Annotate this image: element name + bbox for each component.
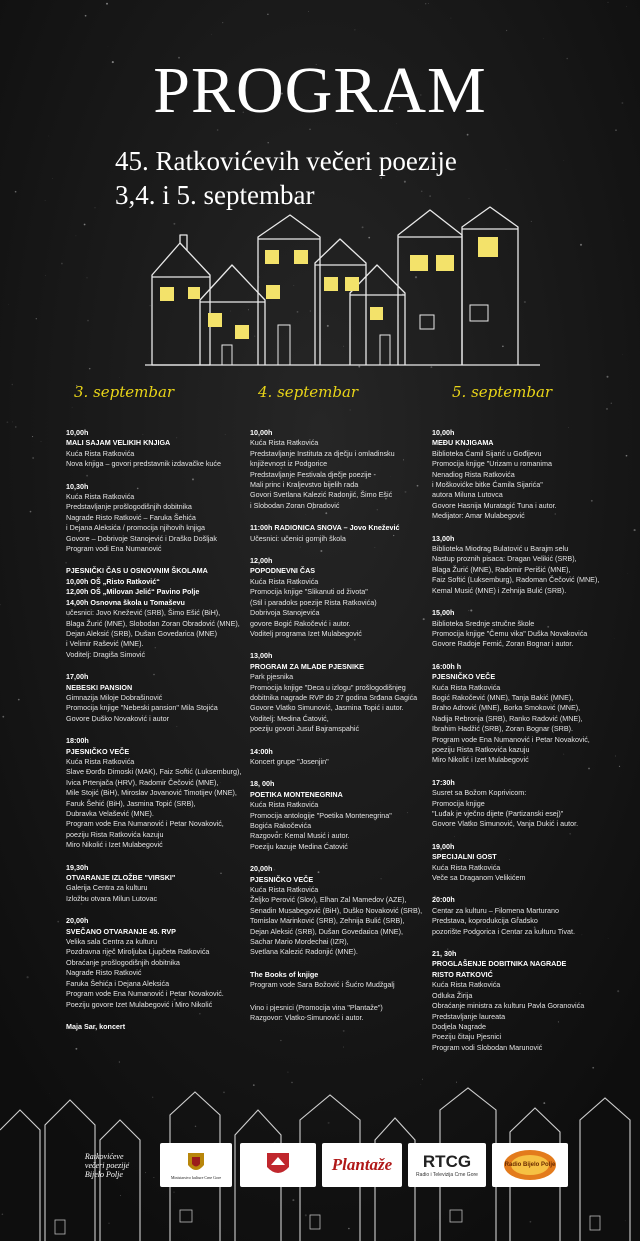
event-block xyxy=(250,651,430,734)
festival-dates: 3,4. i 5. septembar xyxy=(115,180,315,210)
event-detail: Govore Radoje Femić, Zoran Bognar i autor. xyxy=(432,639,574,649)
event-detail: Slave Đorđo Dimoski (MAK), Faiz Softić (Luksemburg), xyxy=(66,767,242,777)
event-detail: Dubravka Velašević (MNE). xyxy=(66,809,154,818)
event-detail: Nagrade Risto Ratković xyxy=(66,968,142,978)
event-block xyxy=(432,778,617,830)
event-block xyxy=(432,534,617,596)
event-detail: Biblioteka Ćamil Sijarić u Gođijevu xyxy=(432,448,542,458)
event-detail: Promocija knjige "Slikanuti od života" xyxy=(250,587,368,597)
event-detail: Biblioteka Srednje stručne škole xyxy=(432,618,535,628)
municipality-logo xyxy=(240,1143,316,1187)
plantaze-logo-text: Plantaže xyxy=(331,1155,393,1174)
event-detail: Govore Vlatko Simunović, Vanja Dukić i autor. xyxy=(432,819,579,829)
event-detail: Kuća Rista Ratkovića xyxy=(66,756,135,766)
event-detail: Promocija antologije "Poetika Montenegrina" xyxy=(250,810,392,820)
event-detail: Nagrade Risto Ratković – Faruka Šehića xyxy=(66,512,196,522)
event-detail: poeziju Rista Ratkovića kazuju xyxy=(66,829,164,839)
event-heading: 17:30h xyxy=(432,777,455,787)
event-heading: 21, 30h xyxy=(432,949,457,959)
event-detail: Promocija knjige xyxy=(432,798,485,808)
event-detail: Gimnazija Miloje Dobrašinović xyxy=(66,692,163,702)
event-detail: Kuća Rista Ratkovića xyxy=(432,980,501,990)
event-detail: Nadija Rebronja (SRB), Ranko Radović (MNE), xyxy=(432,713,583,723)
event-detail: učesnici: Jovo Knežević (SRB), Šimo Ešić (BiH), xyxy=(66,608,221,618)
event-detail: Program vode Ena Numanović i Petar Novaković, xyxy=(66,819,224,829)
event-heading: 10,00h xyxy=(250,428,273,437)
event-heading: 10,30h xyxy=(66,481,89,491)
event-detail: Razgovor: Vlatko Simunović i autor. xyxy=(250,1013,364,1023)
event-block xyxy=(66,863,246,905)
event-detail: Promocija knjige "Čemu vika" Duška Novakovića xyxy=(432,628,588,638)
rtcg-logo xyxy=(408,1143,486,1187)
event-heading: PROGLAŠENJE DOBITNIKA NAGRADE xyxy=(432,959,567,969)
event-detail: Dodjela Nagrade xyxy=(432,1021,486,1031)
event-heading: 16:00h h xyxy=(432,661,462,671)
event-heading: 15,00h xyxy=(432,608,455,618)
event-detail: Izložbu otvara Milun Lutovac xyxy=(66,893,158,903)
event-detail: književnost iz Podgorice xyxy=(250,459,328,469)
event-detail: Predstavljanje Instituta za dječju i omladinsku xyxy=(250,448,395,458)
event-detail: Nova knjiga – govori predstavnik izdavačke kuće xyxy=(66,459,222,469)
event-heading: PJESNIČKI ČAS U OSNOVNIM ŠKOLAMA xyxy=(66,566,208,576)
festival-name: 45. Ratkovićevih večeri poezije xyxy=(115,146,457,176)
event-detail: Koncert grupe "Josenjin" xyxy=(250,756,329,766)
event-heading: 10,00h xyxy=(432,428,455,437)
page-title: PROGRAM xyxy=(153,54,487,127)
event-detail: (Stil i paradoks poezije Rista Ratkovića) xyxy=(250,597,377,607)
event-detail: Centar za kulturu – Filomena Marturano xyxy=(432,905,560,915)
coat-of-arms-icon xyxy=(185,1151,207,1175)
day-heading-2: 4. septembar xyxy=(258,383,359,401)
event-heading: 20:00h xyxy=(432,895,455,905)
festival-logo-text-3: Bijelo Polje xyxy=(84,1169,123,1179)
event-heading: PJESNIČKO VEČE xyxy=(250,874,314,884)
event-detail: Dejan Aleksić (SRB), Dušan Govedarica (MNE) xyxy=(66,628,217,638)
event-detail: Braho Adrović (MNE), Borka Smoković (MNE), xyxy=(432,703,581,713)
event-detail: Poeziju kazuje Medina Ćatović xyxy=(250,841,348,851)
event-detail: Pozdravna riječ Miroljuba Ljupčeta Ratkovića xyxy=(66,947,210,957)
event-heading: The Books of knjige xyxy=(250,969,319,979)
event-heading: 14,00h Osnovna škola u Tomaševu xyxy=(66,597,185,607)
event-detail: dobitnika nagrade RVP do 27 godina Srđana Gagića xyxy=(250,692,418,702)
event-block xyxy=(66,672,246,724)
event-detail: Tomislav Marinković (SRB), Zehnija Bulić (SRB), xyxy=(250,916,405,926)
event-heading: 17,00h xyxy=(66,672,89,682)
event-detail: Obraćanje ministra za kulturu Pavla Goranovića xyxy=(432,1001,585,1011)
event-detail: Promocija knjige "Nebeski pansion" Mila Stojića xyxy=(66,703,218,713)
event-detail: Kuća Rista Ratkovića xyxy=(432,682,501,692)
event-detail: Kuća Rista Ratkovića xyxy=(250,885,319,895)
event-detail: i Dejana Aleksića / promocija njihovih knjiga xyxy=(66,523,206,533)
event-heading: 11:00h RADIONICA SNOVA – Jovo Knežević xyxy=(250,523,400,533)
event-detail: Predstavljanje Festivala dječje poezije - xyxy=(250,469,376,479)
event-detail: Program vodi Ena Numanović xyxy=(66,544,162,554)
event-detail: Kemal Musić (MNE) i Zehnija Bulić (SRB). xyxy=(432,585,567,595)
event-heading: OTVARANJE IZLOŽBE "VIRSKI" xyxy=(66,873,176,883)
event-detail: Voditelj: Medina Ćatović, xyxy=(250,713,329,723)
event-detail: poeziju govori Jusuf Bajramspahić xyxy=(250,724,360,734)
event-detail: Ivica Prtenjača (HRV), Radomir Čečović (MNE), xyxy=(66,777,219,787)
event-detail: Promocija knjige "Deca u izlogu" prošlogodišnjeg xyxy=(250,682,406,692)
event-detail: Nastup proznih pisaca: Dragan Velikić (SRB), xyxy=(432,554,577,564)
event-heading: 13,00h xyxy=(250,651,273,661)
event-heading: POETIKA MONTENEGRINA xyxy=(250,789,343,799)
event-detail: Program vode Sara Božović i Šućro Mudžgalj xyxy=(250,980,395,990)
event-block xyxy=(66,482,246,555)
event-block xyxy=(66,916,246,1010)
event-detail: Govore Hasnija Muratagić Tuna i autor. xyxy=(432,500,557,510)
event-heading: 20,00h xyxy=(66,916,89,926)
event-detail: Miro Nikolić i Izet Mulabegović xyxy=(66,840,163,850)
rtcg-logo-text: RTCG xyxy=(422,1152,472,1171)
event-block xyxy=(250,1003,430,1024)
radio-bijelo-polje-logo xyxy=(492,1143,568,1187)
event-detail: Dejan Aleksić (SRB), Dušan Govedarica (MNE), xyxy=(250,926,403,936)
event-detail: poeziju Rista Ratkovića kazuju xyxy=(432,744,530,754)
event-detail: pozorište Podgorica i Centar za kulturu Tivat. xyxy=(432,926,576,936)
event-heading: 10,00h xyxy=(66,428,89,437)
event-detail: Faruk Šehić (BiH), Jasmina Topić (SRB), xyxy=(66,798,196,808)
event-heading: 19,30h xyxy=(66,862,89,872)
event-detail: i Moškovićke bitke Ćamila Sijarića" xyxy=(432,480,543,490)
event-detail: Program vode Ena Numanović i Petar Novaković, xyxy=(432,734,590,744)
event-heading: 12,00h xyxy=(250,556,273,566)
event-heading: 18, 00h xyxy=(250,779,275,789)
event-detail: Program vode Ena Numanović i Petar Novaković. xyxy=(66,989,224,999)
event-detail: Razgovor: Kemal Musić i autor. xyxy=(250,831,350,841)
event-detail: Govori Svetlana Kalezić Radonjić, Šimo Ešić xyxy=(250,490,393,500)
day-heading-3: 5. septembar xyxy=(452,383,553,401)
event-block xyxy=(250,864,430,958)
event-detail: Medijator: Amar Mulabegović xyxy=(432,511,525,521)
event-heading: 12,00h OŠ „Milovan Jelić“ Pavino Polje xyxy=(66,587,200,597)
event-detail: Velika sala Centra za kulturu xyxy=(66,937,158,947)
event-block xyxy=(432,608,617,650)
event-detail: Program vodi Slobodan Marunović xyxy=(432,1042,543,1052)
event-heading: MEĐU KNJIGAMA xyxy=(432,438,494,448)
event-detail: Mile Stojić (BiH), Miroslav Jovanović Timotijev (MNE), xyxy=(66,788,237,798)
event-block xyxy=(250,523,430,544)
event-heading: 13,00h xyxy=(432,533,455,543)
event-detail: Svetlana Kalezić Radonjić (MNE). xyxy=(250,947,358,957)
event-block xyxy=(432,949,617,1053)
event-block xyxy=(66,1022,246,1032)
event-block xyxy=(250,970,430,991)
event-detail: Govore Duško Novaković i autor xyxy=(66,713,170,723)
event-detail: Obraćanje prošlogodišnjih dobitnika xyxy=(66,957,180,967)
event-detail: Govore Vlatko Simunović, Jasmina Topić i autor. xyxy=(250,703,404,713)
event-detail: Bogića Rakočevića xyxy=(250,821,312,830)
event-detail: Miro Nikolić i Izet Mulabegović xyxy=(432,755,529,765)
event-heading: Maja Sar, koncert xyxy=(66,1021,126,1031)
day-heading-1: 3. septembar xyxy=(74,383,175,401)
event-block xyxy=(250,556,430,639)
event-block xyxy=(432,895,617,937)
event-detail: Blaga Žurić (MNE), Slobodan Zoran Obradović (MNE), xyxy=(66,618,240,628)
event-heading: PJESNIČKO VEČE xyxy=(432,672,496,682)
event-heading: MALI SAJAM VELIKIH KNJIGA xyxy=(66,438,171,448)
event-detail: Kuća Rista Ratkovića xyxy=(432,862,501,872)
event-detail: Kuća Rista Ratkovića xyxy=(66,492,135,502)
event-detail: Veče sa Draganom Velikićem xyxy=(432,873,526,883)
festival-logo-text-1: Ratkovićeve xyxy=(84,1151,124,1161)
event-heading: PROGRAM ZA MLADE PJESNIKE xyxy=(250,661,364,671)
event-detail: Blaga Žurić (MNE), Radomir Perišić (MNE), xyxy=(432,564,571,574)
event-detail: Predstava, koprodukcija Gradsko xyxy=(432,916,538,926)
event-detail: Odluka Žirija xyxy=(432,990,473,1000)
event-detail: i Velimir Rašević (MNE). xyxy=(66,639,144,649)
event-block xyxy=(432,428,617,522)
event-heading: 20,00h xyxy=(250,864,273,874)
event-detail: Dobrivoja Stanojevića xyxy=(250,608,320,618)
event-detail: autora Miluna Lutovca xyxy=(432,490,503,500)
event-block xyxy=(250,428,430,511)
event-detail: Nenadiog Rista Ratkovića xyxy=(432,469,515,479)
event-detail: Poeziju govore Izet Mulabegović i Miro Nikolić xyxy=(66,999,213,1009)
event-detail: Voditelj programa Izet Mulabegović xyxy=(250,628,362,638)
event-detail: Galerija Centra za kulturu xyxy=(66,883,148,893)
event-detail: Učesnici: učenici gornjih škola xyxy=(250,533,346,543)
event-detail: Predstavljanje prošlogodišnjih dobitnika xyxy=(66,502,192,512)
shield-icon xyxy=(265,1151,291,1179)
event-detail: Park pjesnika xyxy=(250,672,294,682)
sponsor-logos xyxy=(0,1143,640,1189)
schedule-column-day-2 xyxy=(250,428,430,1036)
event-detail: Željko Perović (Slov), Elhan Zal Mamedov (AZE), xyxy=(250,895,407,905)
event-detail: Biblioteka Miodrag Bulatović u Barajm selu xyxy=(432,544,569,554)
plantaze-logo xyxy=(322,1143,402,1187)
event-heading: 18:00h xyxy=(66,736,89,746)
event-heading: NEBESKI PANSION xyxy=(66,682,133,692)
event-detail: Kuća Rista Ratkovića xyxy=(66,448,135,458)
event-block xyxy=(432,842,617,884)
event-detail: i Slobodan Zoran Obradović xyxy=(250,500,340,510)
event-block xyxy=(250,747,430,768)
festival-logo xyxy=(66,1143,148,1187)
event-heading: PJESNIČKO VEČE xyxy=(66,746,130,756)
event-detail: Faruka Šehića i Dejana Aleksića xyxy=(66,978,170,988)
event-block xyxy=(432,662,617,766)
event-detail: Kuća Rista Ratkovića xyxy=(250,576,319,586)
rtcg-logo-subtext: Radio i Televizija Crne Gore xyxy=(416,1172,478,1178)
event-detail: Predstavljanje laureata xyxy=(432,1011,506,1021)
event-detail: Bogić Rakočević (MNE), Tanja Bakić (MNE), xyxy=(432,692,574,702)
schedule-column-day-3 xyxy=(432,428,617,1065)
radio-logo-text: Radio Bijelo Polje xyxy=(504,1162,556,1168)
ministry-logo-text: Ministarstvo kulture Crne Gore xyxy=(170,1174,222,1180)
event-detail: Vino i pjesnici (Promocija vina "Plantaže") xyxy=(250,1002,383,1012)
ministry-logo xyxy=(160,1143,232,1187)
houses-illustration xyxy=(140,205,550,370)
event-detail: Promocija knjige "Urizam u romanima xyxy=(432,459,552,469)
event-detail: Kuća Rista Ratkovića xyxy=(250,438,319,448)
event-detail: Kuća Rista Ratkovića xyxy=(250,800,319,810)
event-heading: 19,00h xyxy=(432,841,455,851)
schedule-column-day-1 xyxy=(66,428,246,1044)
event-heading: 14:00h xyxy=(250,746,273,756)
event-detail: Sachar Mario Mordechai (IZR), xyxy=(250,937,349,947)
event-detail: govore Bogić Rakočević i autor. xyxy=(250,618,351,628)
event-heading: SPECIJALNI GOST xyxy=(432,852,497,862)
event-detail: "Luđak je vječno dijete (Partizanski esej)" xyxy=(432,809,564,818)
event-block xyxy=(66,736,246,850)
event-detail: Senadin Musabegović (BiH), Duško Novaković (SRB), xyxy=(250,905,423,915)
event-detail: Govore – Dobrivoje Stanojević i Draško Došljak xyxy=(66,533,218,543)
event-block xyxy=(66,428,246,470)
event-block xyxy=(250,779,430,852)
event-heading: SVEČANO OTVARANJE 45. RVP xyxy=(66,926,176,936)
event-heading: RISTO RATKOVIĆ xyxy=(432,969,493,979)
event-detail: Ibrahim Hadžić (SRB), Zoran Bognar (SRB). xyxy=(432,724,573,734)
event-detail: Faiz Softić (Luksemburg), Radoman Čečović (MNE), xyxy=(432,575,600,585)
event-detail: Voditelj: Dragiša Simović xyxy=(66,649,146,659)
event-block xyxy=(66,566,246,660)
event-detail: Susret sa Božom Koprivicom: xyxy=(432,788,527,798)
event-detail: Poeziju čitaju Pjesnici xyxy=(432,1032,502,1042)
festival-logo-text-2: večeri poezije xyxy=(84,1160,130,1170)
event-heading: 10,00h OŠ „Risto Ratković“ xyxy=(66,576,160,586)
event-heading: POPODNEVNI ČAS xyxy=(250,566,316,576)
event-detail: Mali princ i Kraljevstvo bijelih rada xyxy=(250,480,359,490)
